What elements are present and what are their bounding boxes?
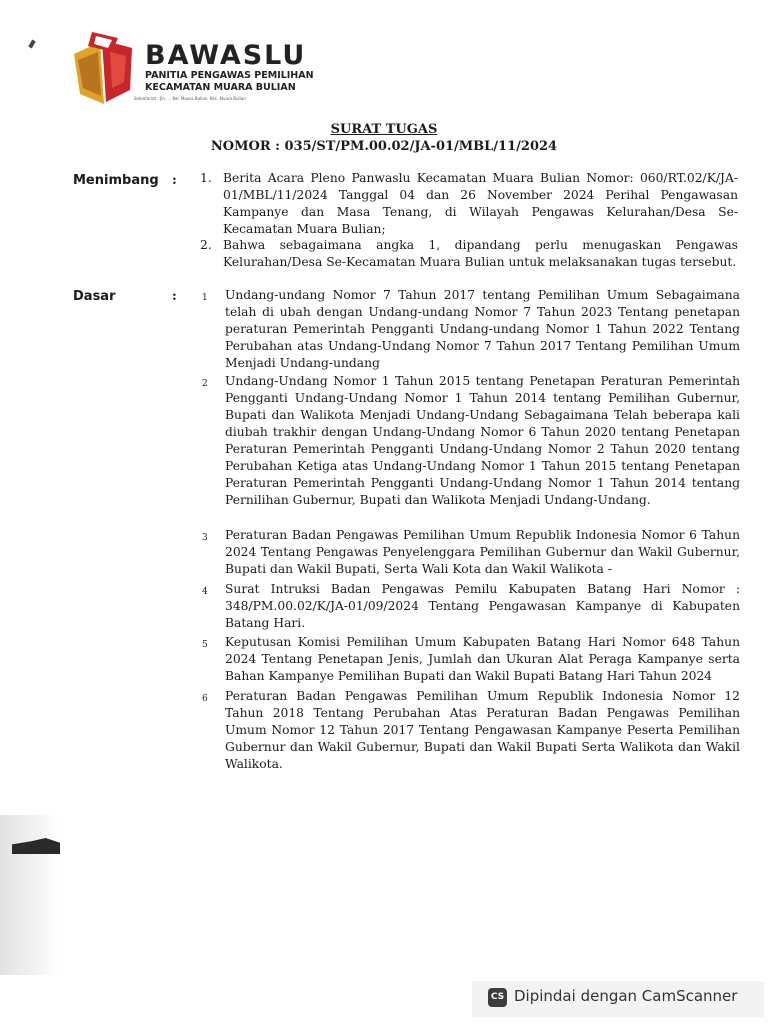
item-text: Undang-Undang Nomor 1 Tahun 2015 tentang Penetapan Peraturan Pemerintah Pengganti Undang-Undang Nomor 1 Tahun 2014 tentang Pemilihan Gubernur, Bupati dan Walikota Menjadi Undang-Undang Sebagaimana Telah beberapa kali diubah trakhir dengan Undang-Undang Nomor 6 Tahun 2020 tentang Penetapan Peraturan Pemerintah Pengganti Undang-Undang Nomor 2 Tahun 2020 tentang Perubahan Ketiga atas Undang-Undang Nomor 1 Tahun 2015 tentang Penetapan Peraturan Pemerintah Pengganti Undang-Undang Nomor 1 Tahun 2014 tentang Pernilihan Gubernur, Bupati dan Walikota Menjadi Undang-Undang. — [225, 374, 740, 507]
item-text: Peraturan Badan Pengawas Pemilihan Umum Republik Indonesia Nomor 12 Tahun 2018 Tentang Perubahan Atas Peraturan Badan Pengawas Pemilihan Umum Nomor 12 Tahun 2017 Tentang Pengawasan Kampanye Peserta Pemilihan Gubernur dan Wakil Gubernur, Bupati dan Wakil Bupati Serta Walikota dan Wakil Walikota. — [225, 689, 740, 771]
item-number: 1 — [202, 293, 208, 303]
scan-shadow — [0, 815, 60, 975]
item-text: Keputusan Komisi Pemilihan Umum Kabupaten Batang Hari Nomor 648 Tahun 2024 Tentang Penetapan Jenis, Jumlah dan Ukuran Alat Peraga Kampanye serta Bahan Kampanye Pemilihan Bupati dan Wakil Bupati Batang Hari Tahun 2024 — [225, 635, 740, 683]
scan-mark — [28, 40, 35, 49]
item-text: Bahwa sebagaimana angka 1, dipandang perlu menugaskan Pengawas Kelurahan/Desa Se-Kecamatan Muara Bulian untuk melaksanakan tugas tersebut. — [223, 238, 738, 269]
camscanner-text: Dipindai dengan CamScanner — [514, 987, 738, 1005]
item-number: 5 — [202, 640, 208, 650]
item-text: Peraturan Badan Pengawas Pemilihan Umum Republik Indonesia Nomor 6 Tahun 2024 Tentang Pengawas Penyelenggara Pemilihan Gubernur dan Wakil Gubernur, Bupati dan Wakil Bupati, Serta Wali Kota dan Wakil Walikota - — [225, 528, 740, 576]
item-text: Berita Acara Pleno Panwaslu Kecamatan Muara Bulian Nomor: 060/RT.02/K/JA-01/MBL/11/2024 Tanggal 04 dan 26 November 2024 Perihal Pengawasan Kampanye dan Masa Tenang, di Wilayah Pengawas Kelurahan/Desa Se-Kecamatan Muara Bulian; — [223, 171, 738, 236]
item-number: 4 — [202, 587, 208, 597]
dasar-colon: : — [172, 289, 177, 304]
item-text: Surat Intruksi Badan Pengawas Pemilu Kabupaten Batang Hari Nomor : 348/PM.00.02/K/JA-01/09/2024 Tentang Pengawasan Kampanye di Kabupaten Batang Hari. — [225, 582, 740, 630]
item-text: Undang-undang Nomor 7 Tahun 2017 tentang Pemilihan Umum Sebagaimana telah di ubah dengan Undang-undang Nomor 7 Tahun 2023 Tentang penetapan peraturan Pemerintah Pengganti Undang-undang Nomor 1 Tahun 2022 Tentang Perubahan atas Undang-Undang Nomor 7 Tahun 2017 Tentang Pemilihan Umum Menjadi Undang-undang — [225, 288, 740, 370]
org-subtitle-line1: PANITIA PENGAWAS PEMILIHAN — [145, 70, 314, 81]
menimbang-colon: : — [172, 173, 177, 188]
item-number: 2 — [202, 379, 208, 389]
camscanner-logo-icon: CS — [488, 988, 507, 1007]
item-number: 1. — [200, 171, 212, 185]
org-subtitle-line2: KECAMATAN MUARA BULIAN — [145, 82, 296, 93]
item-number: 3 — [202, 533, 208, 543]
item-number: 6 — [202, 694, 208, 704]
dasar-label: Dasar — [73, 289, 116, 304]
menimbang-label: Menimbang — [73, 173, 159, 188]
document-number: NOMOR : 035/ST/PM.00.02/JA-01/MBL/11/2024 — [210, 139, 558, 154]
org-address: Sekretariat : Jln. ... Kel. Muara Bulian, Kec. Muara Bulian — [134, 96, 246, 101]
bawaslu-logo-icon — [70, 30, 138, 104]
org-name: BAWASLU — [145, 40, 307, 71]
document-title: SURAT TUGAS — [330, 122, 438, 137]
item-number: 2. — [200, 238, 212, 252]
